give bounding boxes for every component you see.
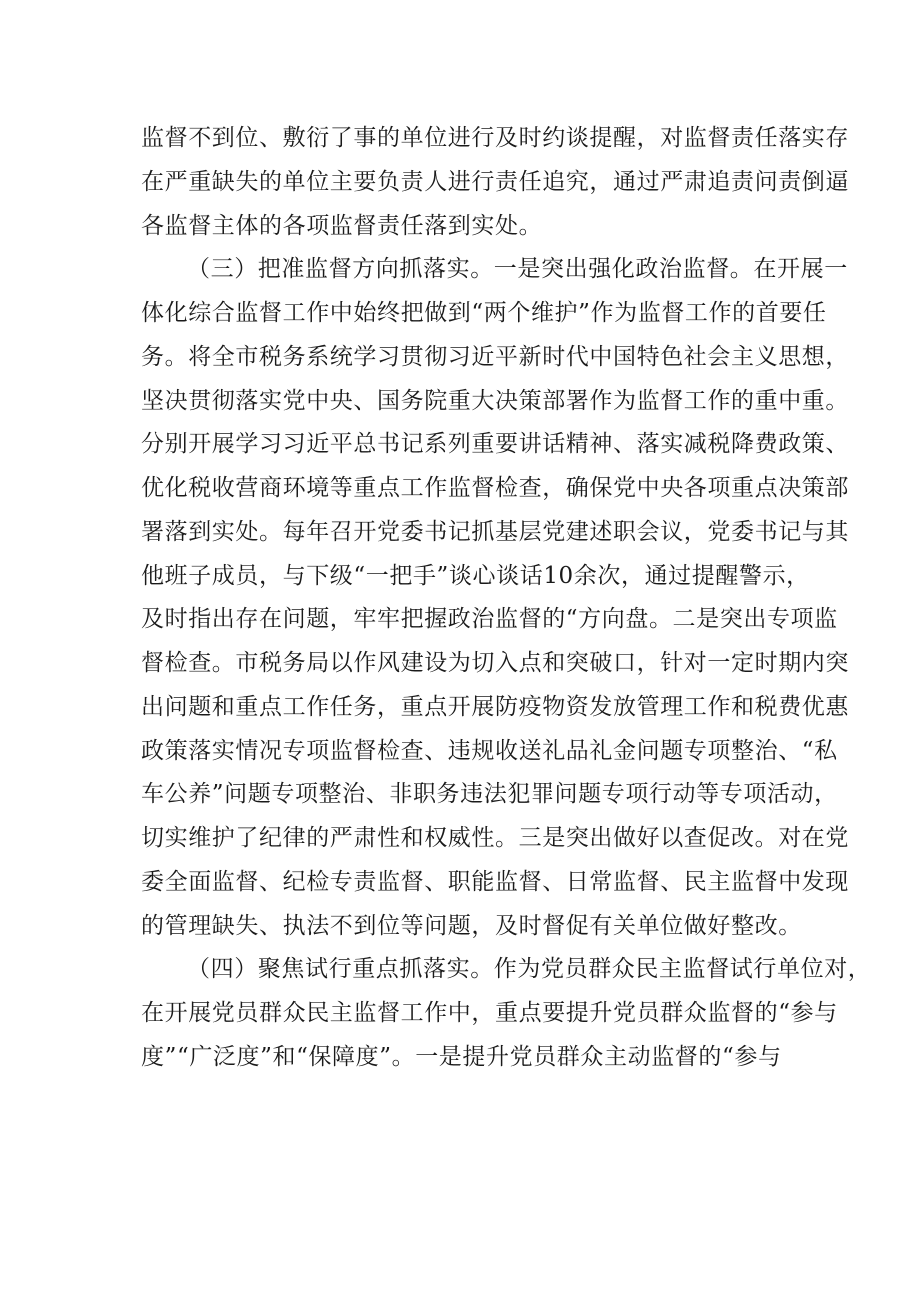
text-line: 在严重缺失的单位主要负责人进行责任追究，通过严肃追责问责倒逼 [141,168,849,195]
text-line: 在开展党员群众民主监督工作中，重点要提升党员群众监督的“参与 [141,1000,838,1026]
text-line: 出问题和重点工作任务，重点开展防疫物资发放管理工作和税费优惠 [141,693,849,720]
text-line: 车公养”问题专项整治、非职务违法犯罪问题专项行动等专项活动， [141,781,838,808]
text-line: 优化税收营商环境等重点工作监督检查，确保党中央各项重点决策部 [141,475,849,501]
text-line: 切实维护了纪律的严肃性和权威性。三是突出做好以查促改。对在党 [141,825,849,851]
text-line: （四）聚焦试行重点抓落实。作为党员群众民主监督试行单位对， [187,956,872,983]
text-line: 他班子成员，与下级“一把手”谈心谈话10余次，通过提醒警示， [141,562,810,589]
text-line: 署落到实处。每年召开党委书记抓基层党建述职会议，党委书记与其 [141,518,849,545]
text-line: 各监督主体的各项监督责任落到实处。 [141,212,543,239]
text-line: 体化综合监督工作中始终把做到“两个维护”作为监督工作的首要任 [141,300,827,326]
text-line: 坚决贯彻落实党中央、国务院重大决策部署作为监督工作的重中重。 [141,387,849,414]
paragraph-section-4 [141,948,872,1079]
text-line: （三）把准监督方向抓落实。一是突出强化政治监督。在开展一 [187,256,848,283]
document-body [141,117,872,1080]
text-line: 分别开展学习习近平总书记系列重要讲话精神、落实减税降费政策、 [141,431,849,458]
text-line: 监督不到位、敷衍了事的单位进行及时约谈提醒，对监督责任落实存 [141,125,849,151]
paragraph-section-3 [141,248,849,948]
text-line: 度”“广泛度”和“保障度”。一是提升党员群众主动监督的“参与 [141,1043,782,1070]
text-line: 政策落实情况专项监督检查、违规收送礼品礼金问题专项整治、“私 [141,737,838,764]
text-line: 及时指出存在问题，牢牢把握政治监督的“方向盘。二是突出专项监 [141,606,838,633]
paragraph-continuation [141,117,849,248]
text-line: 的管理缺失、执法不到位等问题，及时督促有关单位做好整改。 [141,912,802,939]
text-line: 委全面监督、纪检专责监督、职能监督、日常监督、民主监督中发现 [141,868,849,895]
text-line: 务。将全市税务系统学习贯彻习近平新时代中国特色社会主义思想， [141,343,849,370]
text-line: 督检查。市税务局以作风建设为切入点和突破口，针对一定时期内突 [141,650,849,676]
